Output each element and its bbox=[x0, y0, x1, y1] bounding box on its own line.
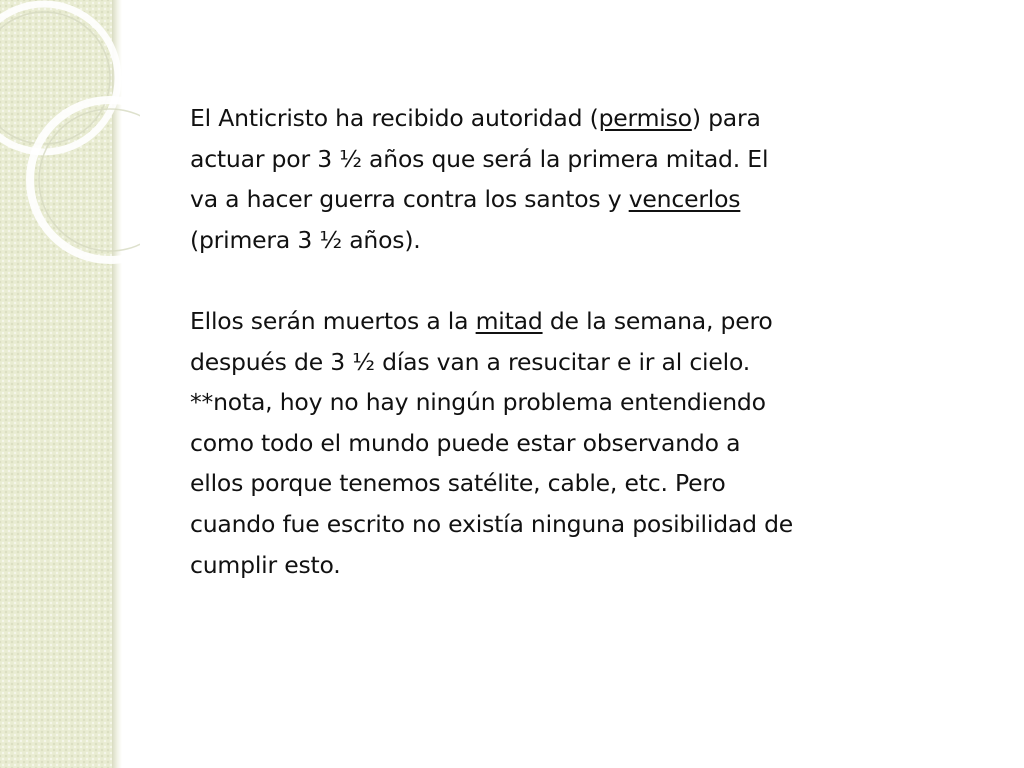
underlined-word: permiso bbox=[598, 104, 692, 132]
underlined-word: mitad bbox=[475, 306, 543, 335]
paragraph-2 bbox=[190, 301, 920, 585]
underlined-word: vencerlos bbox=[628, 185, 741, 214]
text-line bbox=[190, 382, 920, 423]
text-line bbox=[190, 423, 920, 464]
text-line bbox=[190, 220, 920, 261]
decorative-rings bbox=[0, 0, 140, 320]
text-segment: de la semana, pero bbox=[542, 306, 773, 335]
slide-body-text bbox=[190, 98, 920, 585]
text-segment: ) para bbox=[691, 104, 761, 132]
decorative-ring-lower-inner bbox=[39, 109, 140, 251]
text-segment: Ellos serán muertos a la bbox=[190, 306, 476, 335]
decorative-ring-lower bbox=[30, 100, 140, 260]
text-line bbox=[190, 301, 920, 342]
text-line bbox=[190, 504, 920, 545]
paragraph-1 bbox=[190, 98, 920, 260]
text-segment: después de 3 ½ días van a resucitar e ir al cielo. bbox=[190, 347, 751, 376]
text-segment: como todo el mundo puede estar observando a bbox=[190, 428, 741, 457]
text-line bbox=[190, 179, 920, 220]
text-segment: (primera 3 ½ años). bbox=[190, 225, 421, 254]
text-segment: va a hacer guerra contra los santos y bbox=[190, 185, 629, 214]
text-segment: El Anticristo ha recibido autoridad ( bbox=[190, 104, 599, 132]
text-line bbox=[190, 139, 920, 180]
text-segment: **nota, hoy no hay ningún problema entendiendo bbox=[190, 388, 766, 417]
text-segment: cumplir esto. bbox=[190, 550, 341, 579]
text-segment: actuar por 3 ½ años que será la primera mitad. El bbox=[190, 144, 769, 173]
text-segment: cuando fue escrito no existía ninguna posibilidad de bbox=[190, 509, 794, 538]
text-line bbox=[190, 342, 920, 383]
text-segment: ellos porque tenemos satélite, cable, etc. Pero bbox=[190, 469, 726, 498]
text-line bbox=[190, 545, 920, 586]
text-line bbox=[190, 98, 920, 139]
text-line bbox=[190, 463, 920, 504]
